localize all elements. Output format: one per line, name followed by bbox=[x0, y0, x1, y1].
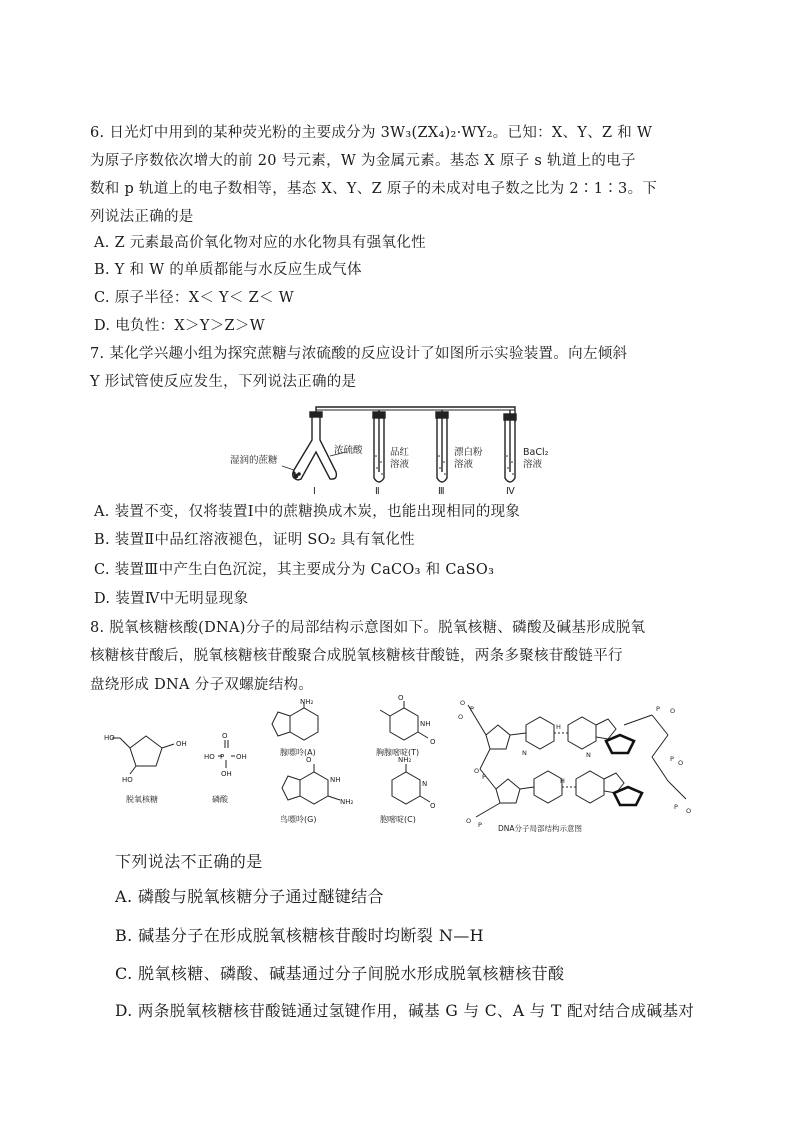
label-thymine: 胸腺嘧啶(T) bbox=[376, 748, 420, 757]
label-acid: 浓硫酸 bbox=[334, 445, 363, 456]
q6-stem-line-4: 列说法正确的是 bbox=[90, 209, 194, 225]
svg-text:NH₂: NH₂ bbox=[398, 756, 412, 764]
q7-option-a: A. 装置不变，仅将装置Ⅰ中的蔗糖换成木炭，也能出现相同的现象 bbox=[94, 504, 521, 520]
q8-option-a: A. 磷酸与脱氧核糖分子通过醚键结合 bbox=[115, 887, 384, 906]
q6-option-a: A. Z 元素最高价氧化物对应的水化物具有强氧化性 bbox=[94, 235, 426, 251]
svg-text:O: O bbox=[670, 707, 676, 715]
deoxyribose-structure bbox=[112, 736, 174, 774]
numeral-2: Ⅱ bbox=[375, 486, 380, 497]
label-adenine: 腺嘌呤(A) bbox=[280, 748, 316, 757]
svg-text:P: P bbox=[482, 773, 486, 781]
label-phosphate: 磷酸 bbox=[212, 795, 228, 804]
y-tube-stopper bbox=[310, 412, 322, 417]
numeral-1: Ⅰ bbox=[313, 486, 316, 497]
label-bacl-1: BaCl₂ bbox=[523, 447, 549, 458]
svg-text:OH: OH bbox=[176, 740, 187, 748]
svg-text:NH₂: NH₂ bbox=[340, 798, 354, 806]
q8-stem-line-3: 盘绕形成 DNA 分子双螺旋结构。 bbox=[90, 677, 314, 693]
svg-text:P: P bbox=[470, 705, 474, 713]
adenine-structure bbox=[272, 702, 318, 740]
svg-text:N: N bbox=[422, 780, 428, 788]
svg-text:P: P bbox=[656, 705, 660, 713]
q6-stem-line-2: 为原子序数依次增大的前 20 号元素，W 为金属元素。基态 X 原子 s 轨道上的电子 bbox=[90, 153, 636, 169]
svg-text:NH: NH bbox=[420, 720, 431, 728]
numeral-4: Ⅳ bbox=[506, 486, 515, 497]
svg-text:O: O bbox=[686, 807, 692, 815]
svg-text:HO: HO bbox=[122, 776, 133, 784]
label-cytosine: 胞嘧啶(C) bbox=[380, 815, 416, 824]
svg-text:O: O bbox=[430, 738, 436, 746]
q8-stem-line-1: 8. 脱氧核糖核酸(DNA)分子的局部结构示意图如下。脱氧核糖、磷酸及碱基形成脱氧 bbox=[90, 620, 646, 636]
y-tube bbox=[293, 417, 337, 480]
label-bacl-2: 溶液 bbox=[523, 459, 543, 470]
svg-text:O: O bbox=[398, 694, 404, 702]
label-guanine: 鸟嘌呤(G) bbox=[280, 815, 317, 824]
q7-option-b: B. 装置Ⅱ中品红溶液褪色，证明 SO₂ 具有氧化性 bbox=[94, 532, 415, 548]
svg-text:N: N bbox=[586, 751, 591, 759]
svg-text:N: N bbox=[522, 749, 527, 757]
q8-option-c: C. 脱氧核糖、磷酸、碱基通过分子间脱水形成脱氧核糖核苷酸 bbox=[115, 964, 565, 983]
svg-text:H: H bbox=[560, 777, 565, 785]
q6-stem-line-1: 6. 日光灯中用到的某种荧光粉的主要成分为 3W₃(ZX₄)₂·WY₂。已知：X、Y、Z 和 W bbox=[90, 125, 653, 141]
svg-text:P: P bbox=[478, 821, 482, 829]
svg-text:HO: HO bbox=[104, 734, 115, 742]
q7-stem-line-1: 7. 某化学兴趣小组为探究蔗糖与浓硫酸的反应设计了如图所示实验装置。向左倾斜 bbox=[90, 346, 628, 362]
svg-text:OH: OH bbox=[236, 753, 247, 761]
q7-option-c: C. 装置Ⅲ中产生白色沉淀，其主要成分为 CaCO₃ 和 CaSO₃ bbox=[94, 562, 495, 578]
svg-text:O: O bbox=[306, 756, 312, 764]
svg-text:O: O bbox=[460, 699, 466, 707]
svg-text:HO: HO bbox=[204, 753, 215, 761]
label-magenta-1: 品红 bbox=[390, 447, 410, 458]
svg-text:O: O bbox=[458, 713, 464, 721]
q8-option-d: D. 两条脱氧核糖核苷酸链通过氢键作用，碱基 G 与 C、A 与 T 配对结合成碱基对 bbox=[115, 1002, 695, 1020]
svg-text:P: P bbox=[674, 803, 678, 811]
svg-text:O: O bbox=[466, 817, 472, 825]
svg-text:NH₂: NH₂ bbox=[300, 698, 314, 706]
svg-text:P: P bbox=[220, 753, 225, 761]
q6-option-b: B. Y 和 W 的单质都能与水反应生成气体 bbox=[94, 262, 362, 278]
dna-caption: DNA分子局部结构示意图 bbox=[498, 824, 583, 833]
dna-backbone bbox=[468, 705, 686, 817]
svg-text:OH: OH bbox=[221, 770, 232, 778]
dna-upper-strand bbox=[486, 717, 616, 749]
svg-text:O: O bbox=[222, 732, 228, 740]
q6-option-c: C. 原子半径：X＜ Y＜ Z＜ W bbox=[94, 290, 294, 306]
connecting-tube bbox=[316, 407, 515, 422]
label-bleach-1: 漂白粉 bbox=[454, 447, 483, 458]
q8-question: 下列说法不正确的是 bbox=[115, 852, 263, 871]
apparatus-figure bbox=[230, 400, 560, 498]
dna-lower-strand bbox=[496, 771, 624, 803]
q7-stem-line-2: Y 形试管使反应发生，下列说法正确的是 bbox=[90, 374, 357, 390]
q6-option-d: D. 电负性：X＞Y＞Z＞W bbox=[94, 318, 265, 334]
q8-option-b: B. 碱基分子在形成脱氧核糖核苷酸时均断裂 N—H bbox=[115, 926, 484, 945]
svg-text:NH: NH bbox=[330, 776, 341, 784]
svg-text:P: P bbox=[670, 755, 674, 763]
q6-stem-line-3: 数和 p 轨道上的电子数相等，基态 X、Y、Z 原子的未成对电子数之比为 2∶1∶3。下 bbox=[90, 181, 658, 197]
svg-text:O: O bbox=[678, 759, 684, 767]
q7-option-d: D. 装置Ⅳ中无明显现象 bbox=[94, 591, 249, 607]
label-bleach-2: 溶液 bbox=[454, 459, 474, 470]
label-deoxyribose: 脱氧核糖 bbox=[126, 795, 158, 804]
svg-text:O: O bbox=[474, 767, 480, 775]
label-magenta-2: 溶液 bbox=[390, 459, 410, 470]
guanine-structure bbox=[282, 764, 340, 804]
dna-structure-figure bbox=[456, 695, 696, 835]
svg-text:O: O bbox=[430, 802, 436, 810]
svg-text:H: H bbox=[556, 723, 561, 731]
q8-stem-line-2: 核糖核苷酸后，脱氧核糖核苷酸聚合成脱氧核糖核苷酸链，两条多聚核苷酸链平行 bbox=[90, 648, 623, 664]
label-sucrose: 湿润的蔗糖 bbox=[230, 455, 278, 466]
numeral-3: Ⅲ bbox=[438, 486, 445, 497]
molecules-figure bbox=[100, 694, 455, 830]
